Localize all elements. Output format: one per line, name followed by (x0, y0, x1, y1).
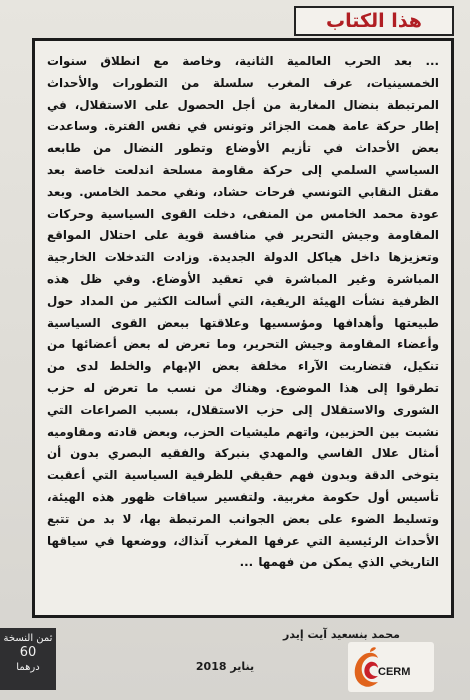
cerm-logo (348, 642, 434, 692)
section-title: هذا الكتاب (326, 10, 422, 32)
section-title-box (294, 6, 454, 36)
price-value: 60 (19, 645, 37, 660)
author-name: محمد بنسعيد آيت إيدر (283, 628, 400, 641)
logo-text: CERM (378, 666, 411, 678)
price-label: ثمن النسخة (3, 633, 53, 644)
blurb-frame (32, 38, 454, 618)
publication-date: يناير 2018 (195, 660, 255, 673)
price-badge (0, 628, 56, 690)
blurb-text: ... بعد الحرب العالمية الثانية، وخاصة مع انطلاق سنوات الخمسينيات، عرف المغرب سلسلة من التطورات والأحداث المرتبطة بنضال المغاربة من أجل الحصول على الاستقلال، في إطار حركة عامة همت الجزائر وتونس في نفس الفترة. وساعدت بعض الأحداث في تأزيم الأوضاع وتطور النضال من طابعه السياسي السلمي إلى حركة مقاومة مسلحة اندلعت خاصة بعد مقتل النقابي التونسي فرحات حشاد، ونفي محمد الخامس. وبعد عودة محمد الخامس من المنفى، دخلت القوى السياسية وحركات المقاومة وجيش التحرير في منافسة قوية على احتلال المواقع وتعزيزها داخل هياكل الدولة الجديدة. وزادت التدخلات الخارجية المباشرة وغير المباشرة في تعقيد الأوضاع. وفي ظل هذه الظرفية نشأت الهيئة الريفية، التي أسالت الكثير من المداد حول طبيعتها وأهدافها ومؤسسيها وعلاقتها ببعض القوى السياسية وأعضاء المقاومة وجيش التحرير، وما تعرض له بعض أعضائها من تنكيل، فتضاربت الآراء مخلفة بعض الإبهام والخلط لدى من تطرقوا إلى هذا الموضوع. وهناك من نسب ما تعرض له حزب الشورى والاستقلال إلى حزب الاستقلال، بسبب الصراعات التي نشبت بين الحزبين، واتهم مليشيات الحزب، وبعض قادته ومقاوميه أمثال علال الفاسي والمهدي بنبركة والفقيه البصري بدون أن يتوخى الدقة وبدون فهم حقيقي للظرفية السياسية التي أعقبت تأسيس أول حكومة مغربية. ولتفسير سياقات ظهور هذه الهيئة، وتسليط الضوء على بعض الجوانب المرتبطة بها، لا بد من تتبع الأحداث الرئيسية التي عرفها المغرب آنذاك، ووضعها في سياقها التاريخي الذي يمكن من فهمها ... (47, 54, 439, 570)
price-currency: درهما (16, 662, 40, 673)
